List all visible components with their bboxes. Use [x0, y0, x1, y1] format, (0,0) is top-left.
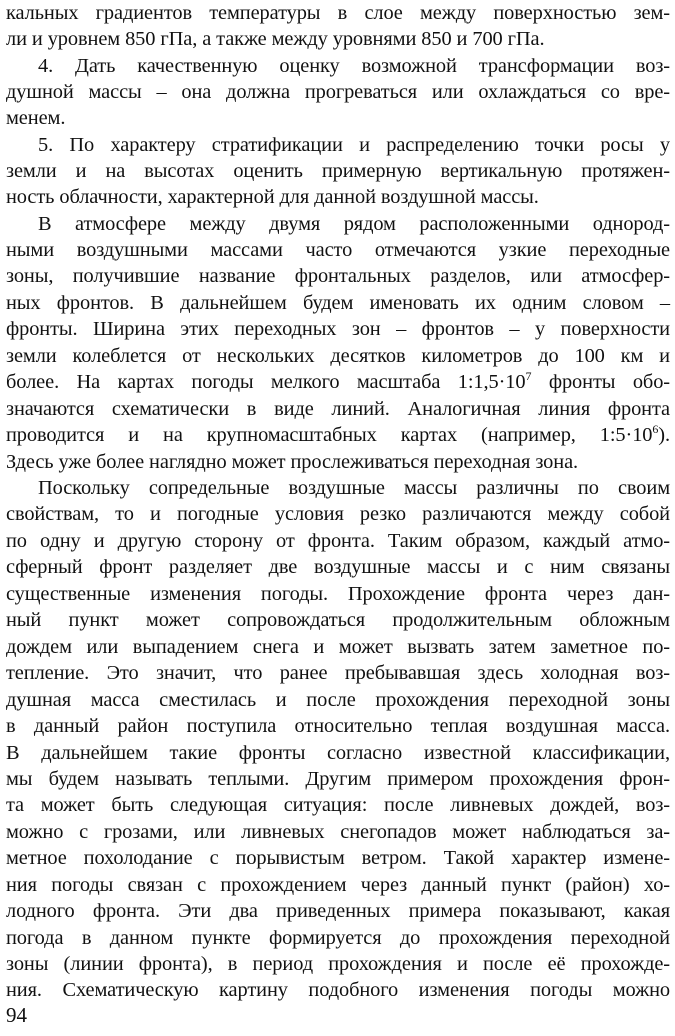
- paragraph-line: Здесь уже более наглядно может прослеживаться переходная зона.: [6, 451, 579, 473]
- paragraph-line: погода в данном пункте формируется до прохождения переходной: [6, 927, 670, 949]
- list-item-5-line: ность облачности, характерной для данной воздушной массы.: [6, 186, 539, 208]
- paragraph-line: земли колеблется от нескольких десятков километров до 100 км и: [6, 345, 670, 367]
- list-item-4-line: душной массы – она должна прогреваться или охлаждаться со вре-: [6, 81, 670, 103]
- paragraph-line: по одну и другую сторону от фронта. Таким образом, каждый атмо-: [6, 530, 670, 552]
- paragraph-line: ный пункт может сопровождаться продолжительным обложным: [6, 609, 670, 631]
- paragraph-line: В атмосфере между двумя рядом расположенными однород-: [38, 213, 670, 235]
- list-item-5-line: 5. По характеру стратификации и распределению точки росы у: [38, 134, 670, 156]
- paragraph-line: фронты. Ширина этих переходных зон – фронтов – у поверхности: [6, 318, 670, 340]
- list-item-5-line: земли и на высотах оценить примерную вертикальную протяжен-: [6, 160, 670, 182]
- paragraph-line: ния. Схематическую картину подобного изменения погоды можно: [6, 979, 670, 1001]
- scale-exponent: 6: [652, 422, 659, 437]
- paragraph-line: метное похолодание с порывистым ветром. Такой характер измене-: [6, 847, 670, 869]
- paragraph-line: Поскольку сопредельные воздушные массы различны по своим: [38, 477, 670, 499]
- paragraph-line: ных фронтов. В дальнейшем будем именовать их одним словом –: [6, 292, 670, 314]
- list-item-4-line: менем.: [6, 107, 66, 129]
- paragraph-line: душная масса сместилась и после прохождения переходной зоны: [6, 689, 670, 711]
- book-page: [6, 0, 670, 1036]
- paragraph-line: зоны (линии фронта), в период прохождения и после её прохожде-: [6, 953, 670, 975]
- paragraph-line: существенные изменения погоды. Прохождение фронта через дан-: [6, 583, 670, 605]
- paragraph-line: лодного фронта. Эти два приведенных примера показывают, какая: [6, 900, 670, 922]
- paragraph-line: дождем или выпадением снега и может вызвать затем заметное по-: [6, 636, 670, 658]
- text-line: ли и уровнем 850 гПа, а также между уровнями 850 и 700 гПа.: [6, 28, 545, 50]
- paragraph-line: тепление. Это значит, что ранее пребывавшая здесь холодная воз-: [6, 662, 670, 684]
- paragraph-line: ния погоды связан с прохождением через данный пункт (район) хо-: [6, 874, 670, 896]
- paragraph-line: сферный фронт разделяет две воздушные массы и с ним связаны: [6, 556, 670, 578]
- scale-exponent: 7: [525, 369, 532, 384]
- paragraph-line-scale-small: [6, 369, 670, 396]
- scale-tail: ).: [658, 424, 670, 446]
- scale-text: более. На картах погоды мелкого масштаба 1:1,5·10: [6, 371, 526, 393]
- list-item-4-line: 4. Дать качественную оценку возможной трансформации воз-: [38, 55, 670, 77]
- paragraph-line: мы будем называть теплыми. Другим примером прохождения фрон-: [6, 768, 670, 790]
- paragraph-line: ными воздушными массами часто отмечаются узкие переходные: [6, 239, 670, 261]
- page-number: 94: [6, 1003, 27, 1027]
- scale-tail: фронты обо-: [531, 371, 670, 393]
- paragraph-line: в данный район поступила относительно теплая воздушная масса.: [6, 715, 670, 737]
- paragraph-line: зоны, получившие название фронтальных разделов, или атмосфер-: [6, 265, 670, 287]
- paragraph-line: В дальнейшем такие фронты согласно известной классификации,: [6, 742, 670, 764]
- paragraph-line: можно с грозами, или ливневых снегопадов может наблюдаться за-: [6, 821, 670, 843]
- paragraph-line-scale-large: [6, 422, 670, 449]
- paragraph-line: та может быть следующая ситуация: после ливневых дождей, воз-: [6, 794, 670, 816]
- scale-text: проводится и на крупномасштабных картах (например, 1:5·10: [6, 424, 653, 446]
- paragraph-line: значаются схематически в виде линий. Аналогичная линия фронта: [6, 398, 670, 420]
- paragraph-line: свойствам, то и погодные условия резко различаются между собой: [6, 503, 670, 525]
- text-line: кальных градиентов температуры в слое между поверхностью зем-: [6, 2, 670, 24]
